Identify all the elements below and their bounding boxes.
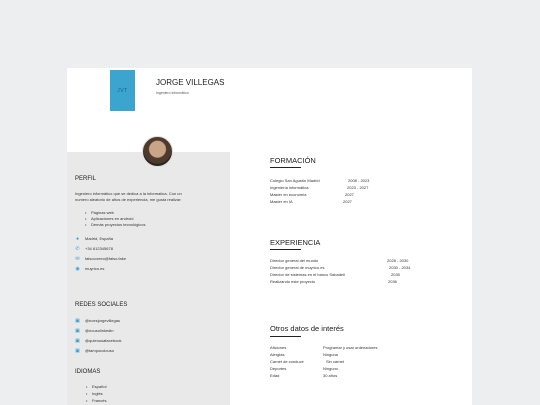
education-underline <box>270 167 301 168</box>
other-row-name: Carnet de conducir <box>270 359 304 364</box>
other-row-value: Sin carnet <box>326 359 345 364</box>
other-row-name: Edad <box>270 373 280 378</box>
contact-location: Madrid, España <box>85 236 114 241</box>
other-row-value: Ninguna <box>323 352 338 357</box>
education-title: FORMACIÓN <box>270 156 316 165</box>
experience-row-dates: 2030 - 2034 <box>389 265 411 270</box>
language-item: • Francés <box>92 398 106 403</box>
experience-underline <box>270 249 301 250</box>
experience-row-name: Realizando este proyecto <box>270 279 316 284</box>
experience-row-dates: 2036 <box>388 279 397 284</box>
social-item[interactable]: @noesjorgevillegas <box>85 318 120 323</box>
experience-row-dates: 2028 - 2030 <box>387 258 409 263</box>
twitter-icon: ▣ <box>75 347 80 354</box>
profile-text-2: numero aleatorio de años de experiencia, me gusta realizar: <box>75 197 182 202</box>
logo: JVT <box>110 70 135 111</box>
location-icon: ● <box>75 235 80 242</box>
social-icon: ▣ <box>75 317 80 324</box>
sidebar <box>67 152 230 405</box>
social-item[interactable]: @tampocolouso <box>85 348 114 353</box>
education-row-name: Master en IA <box>270 199 293 204</box>
other-title: Otros datos de interés <box>270 324 344 333</box>
profile-item: • Páginas web <box>91 210 114 215</box>
linkedin-icon: ▣ <box>75 327 80 334</box>
social-item[interactable]: @quienusafacebook <box>85 338 122 343</box>
contact-phone: +34 612345678 <box>85 246 113 251</box>
other-row-value: 30 años <box>323 373 338 378</box>
other-underline <box>270 336 301 337</box>
experience-row-dates: 2035 <box>391 272 400 277</box>
other-row-value: Programar y usar ordenadores <box>323 345 378 350</box>
social-item[interactable]: @nousolinkedin <box>85 328 114 333</box>
facebook-icon: ▣ <box>75 337 80 344</box>
other-row-name: Deportes <box>270 366 287 371</box>
education-row-name: Ingeniería informática <box>270 185 309 190</box>
social-title: REDES SOCIALES <box>75 302 128 308</box>
profile-title: PERFIL <box>75 176 97 182</box>
other-row-name: Aficiones <box>270 345 287 350</box>
education-row-name: Master en economía <box>270 192 307 197</box>
avatar <box>142 136 173 167</box>
other-row-name: Alergias <box>270 352 285 357</box>
web-icon: ◉ <box>75 265 80 272</box>
languages-title: IDIOMAS <box>75 369 101 375</box>
email-icon: ✉ <box>75 255 80 262</box>
cv-name: JORGE VILLEGAS <box>156 78 225 87</box>
experience-title: EXPERIENCIA <box>270 238 321 247</box>
language-item: • Español <box>92 384 106 389</box>
contact-website[interactable]: muyrico.es <box>85 266 105 271</box>
profile-item: • Aplicaciones en android <box>91 216 133 221</box>
cv-page <box>67 68 472 405</box>
profile-text-1: Ingeniero informático que se dedica a la informatica. Con un <box>75 191 182 196</box>
phone-icon: ✆ <box>75 245 80 252</box>
profile-item: • Demás proyectos tecnológicos <box>91 222 145 227</box>
other-row-value: Ninguno <box>323 366 338 371</box>
education-row-dates: 2008 - 2023 <box>348 178 370 183</box>
education-row-dates: 2027 <box>343 199 352 204</box>
experience-row-name: Director de sistemas en el banco Sabadell <box>270 272 345 277</box>
cv-subtitle: Ingeniero informático <box>156 91 189 95</box>
education-row-dates: 2027 <box>345 192 354 197</box>
education-row-name: Colegio San Agustín Madrid <box>270 178 320 183</box>
contact-email[interactable]: falsocorreo@falso.fake <box>85 256 126 261</box>
experience-row-name: Director general de muyrico.es <box>270 265 325 270</box>
education-row-dates: 2023 - 2027 <box>347 185 369 190</box>
language-item: • Inglés <box>92 391 103 396</box>
experience-row-name: Director general del mundo <box>270 258 319 263</box>
